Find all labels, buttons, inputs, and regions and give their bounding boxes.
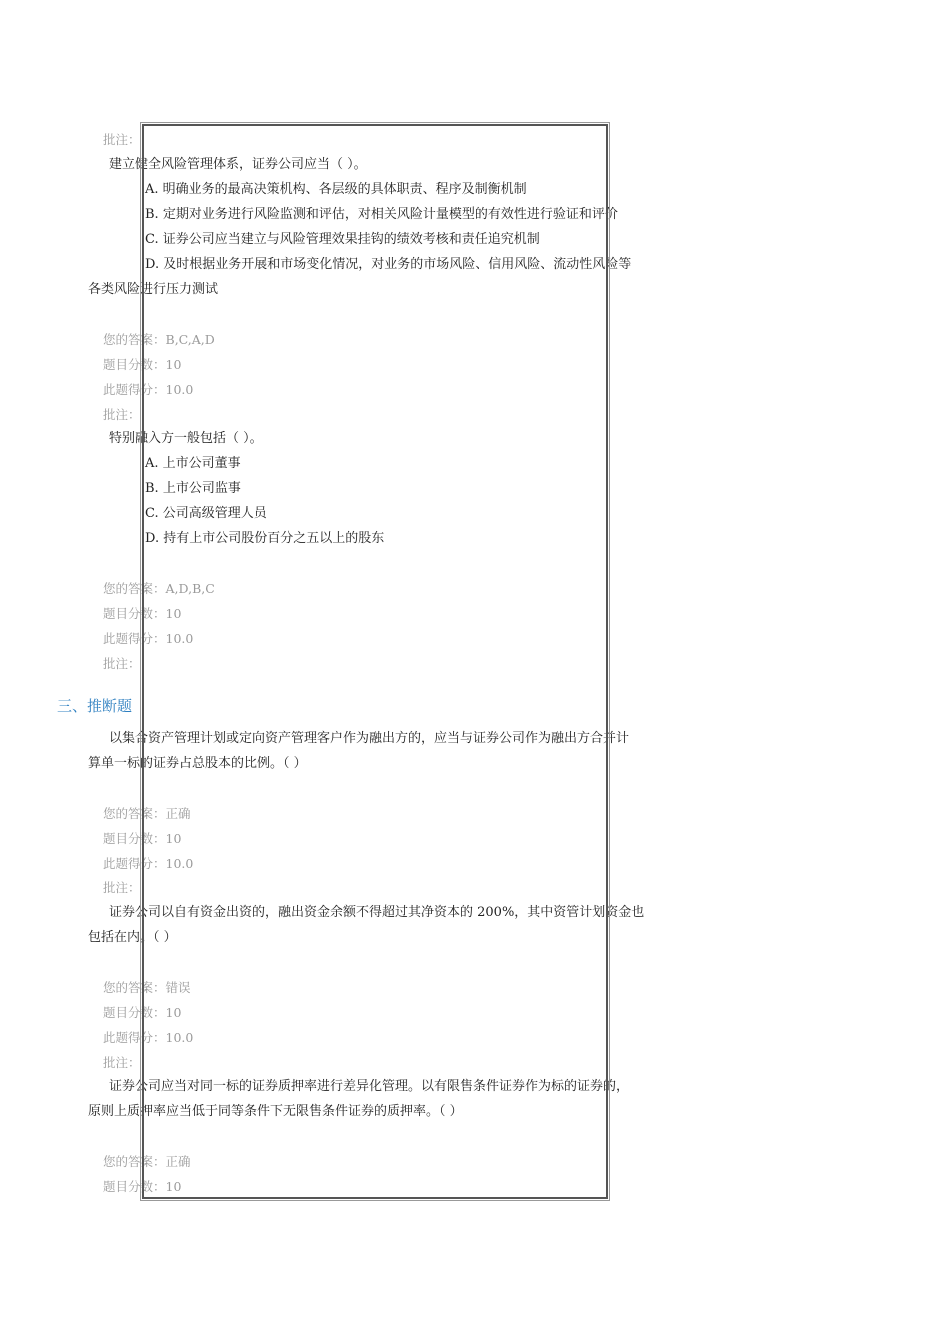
question-text: 证券公司以自有资金出资的，融出资金余额不得超过其净资本的 200%，其中资管计划资金也 (109, 905, 645, 920)
question-score-row (103, 630, 193, 648)
your-answer-label: 您的答案： (103, 980, 166, 995)
question-text: 特别融入方一般包括（ ）。 (109, 431, 263, 446)
question-points-value: 10 (165, 831, 182, 846)
question-points-value: 10 (165, 606, 182, 621)
option-d: D. 及时根据业务开展和市场变化情况，对业务的市场风险、信用风险、流动性风险等 (145, 257, 632, 272)
question-points-label: 题目分数： (103, 357, 166, 372)
question-score-row (103, 855, 193, 873)
question-text-continuation: 算单一标的证券占总股本的比例。（ ） (88, 756, 307, 771)
question-points-row (103, 1004, 181, 1022)
option-b: B. 上市公司监事 (145, 481, 241, 496)
option-d: D. 持有上市公司股份百分之五以上的股东 (145, 531, 385, 546)
question-text-continuation: 原则上质押率应当低于同等条件下无限售条件证券的质押率。（ ） (88, 1104, 463, 1119)
question-points-label: 题目分数： (103, 1179, 166, 1194)
question-score-value: 10.0 (165, 1030, 194, 1045)
question-points-value: 10 (165, 1179, 182, 1194)
your-answer-value: A,D,B,C (165, 581, 215, 596)
question-score-value: 10.0 (165, 631, 194, 646)
question-score-label: 此题得分： (103, 856, 166, 871)
your-answer-value: 正确 (165, 806, 191, 821)
your-answer-value: 错误 (165, 980, 191, 995)
your-answer-label: 您的答案： (103, 1154, 166, 1169)
comment-label: 批注： (103, 656, 141, 671)
question-text: 以集合资产管理计划或定向资产管理客户作为融出方的，应当与证券公司作为融出方合并计 (109, 731, 630, 746)
your-answer-row (103, 580, 215, 598)
comment-label: 批注： (103, 407, 141, 422)
question-score-row (103, 381, 193, 399)
comment-label: 批注： (103, 880, 141, 895)
comment-label: 批注： (103, 132, 141, 147)
your-answer-label: 您的答案： (103, 806, 166, 821)
option-b: B. 定期对业务进行风险监测和评估，对相关风险计量模型的有效性进行验证和评价 (145, 207, 618, 222)
option-c: C. 公司高级管理人员 (145, 506, 267, 521)
option-d-continuation: 各类风险进行压力测试 (88, 282, 219, 297)
question-score-label: 此题得分： (103, 382, 166, 397)
question-points-label: 题目分数： (103, 1005, 166, 1020)
question-points-row (103, 356, 181, 374)
question-score-label: 此题得分： (103, 631, 166, 646)
question-points-value: 10 (165, 1005, 182, 1020)
your-answer-row (103, 331, 215, 349)
question-points-row (103, 1178, 181, 1196)
question-text-continuation: 包括在内。（ ） (88, 930, 177, 945)
your-answer-row (103, 1153, 191, 1171)
question-text: 建立健全风险管理体系，证券公司应当（ ）。 (109, 157, 367, 172)
question-points-label: 题目分数： (103, 606, 166, 621)
question-text: 证券公司应当对同一标的证券质押率进行差异化管理。以有限售条件证券作为标的证券的， (109, 1079, 630, 1094)
question-points-row (103, 830, 181, 848)
your-answer-row (103, 979, 191, 997)
question-points-value: 10 (165, 357, 182, 372)
option-a: A. 明确业务的最高决策机构、各层级的具体职责、程序及制衡机制 (145, 182, 527, 197)
option-c: C. 证券公司应当建立与风险管理效果挂钩的绩效考核和责任追究机制 (145, 232, 540, 247)
your-answer-label: 您的答案： (103, 581, 166, 596)
question-score-label: 此题得分： (103, 1030, 166, 1045)
section-title: 三、推断题 (57, 697, 133, 715)
your-answer-row (103, 805, 191, 823)
question-points-label: 题目分数： (103, 831, 166, 846)
your-answer-label: 您的答案： (103, 332, 166, 347)
question-score-value: 10.0 (165, 382, 194, 397)
comment-label: 批注： (103, 1055, 141, 1070)
question-score-row (103, 1029, 193, 1047)
option-a: A. 上市公司董事 (145, 456, 241, 471)
question-points-row (103, 605, 181, 623)
your-answer-value: B,C,A,D (165, 332, 215, 347)
question-score-value: 10.0 (165, 856, 194, 871)
your-answer-value: 正确 (165, 1154, 191, 1169)
